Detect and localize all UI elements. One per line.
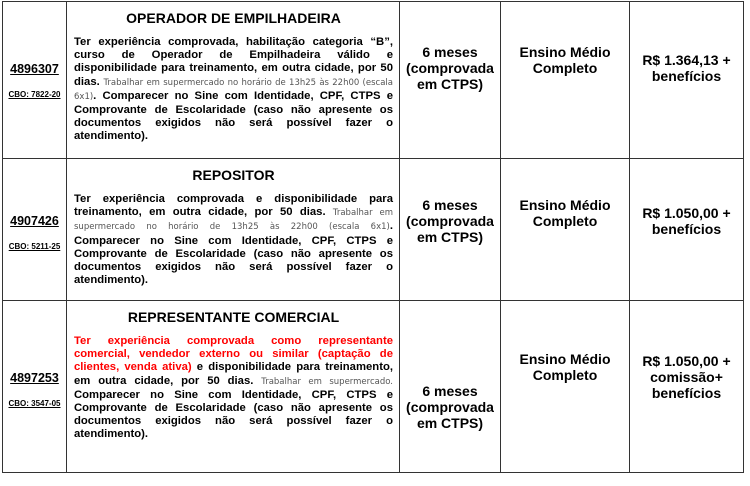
job-code: 4897253 [10,371,59,385]
job-title: REPOSITOR [192,167,275,183]
salary-cell [630,159,744,301]
job-requirements [74,335,393,442]
job-title: REPRESENTANTE COMERCIAL [127,309,340,325]
requirements-text: e disponibilidade para treinamento, em outra cidade, por 50 dias. [74,361,393,387]
cbo-code: CBO: 5211-25 [8,242,61,251]
job-row [3,159,744,301]
work-schedule-note: Trabalhar em supermercado no horário de 13h25 às 22h00 (escala 6x1) [74,77,393,102]
education-cell [501,159,630,301]
experience-duration-cell [400,159,501,301]
job-row [3,301,744,473]
requirements-instructions: . Comparecer no Sine com Identidade, CPF, CTPS e Comprovante de Escolaridade (caso não apresente os documentos exigidos não será possível fazer o atendimento). [74,220,393,287]
job-requirements [74,36,393,144]
jobs-table [2,1,744,473]
job-code-cell [3,301,67,473]
requirements-instructions: Comparecer no Sine com Identidade, CPF, CTPS e Comprovante de Escolaridade (caso não apresente os documentos exigidos não será possível fazer o atendimento). [74,388,393,441]
job-requirements [74,193,393,287]
education-cell [501,301,630,473]
experience-duration-cell [400,301,501,473]
salary-cell [630,301,744,473]
job-title: OPERADOR DE EMPILHADEIRA [126,10,341,26]
requirements-instructions: . Comparecer no Sine com Identidade, CPF, CTPS e Comprovante de Escolaridade (caso não apresente os documentos exigidos não será possível fazer o atendimento). [74,89,393,143]
requirements-text: Ter experiência comprovada, habilitação categoria “B”, curso de Operador de Empilhadeira válido e disponibilidade para treinamento, em outra cidade, por 50 dias. [74,36,393,88]
experience-requirement-highlight: Ter experiência comprovada como representante comercial, vendedor externo ou similar (captação de clientes, venda ativa) [74,335,393,374]
job-code: 4907426 [10,214,59,228]
experience-duration: 6 meses (comprovada em CTPS) [406,44,494,92]
experience-duration: 6 meses (comprovada em CTPS) [406,383,494,431]
job-code: 4896307 [10,61,59,76]
requirements-text: Ter experiência comprovada e disponibilidade para treinamento, em outra cidade, por 50 dias. [74,193,393,219]
cbo-code: CBO: 3547-05 [8,399,61,408]
education-cell [501,2,630,159]
experience-duration: 6 meses (comprovada em CTPS) [406,197,494,245]
education-level: Ensino Médio Completo [519,197,611,229]
salary: R$ 1.364,13 + benefícios [642,52,731,84]
work-schedule-note: Trabalhar em supermercado. [261,376,393,387]
cbo-code: CBO: 7822-20 [8,89,61,99]
job-row [3,2,744,159]
work-schedule-note: Trabalhar em supermercado no horário de 13h25 às 22h00 (escala 6x1) [74,208,393,233]
job-code-cell [3,2,67,159]
salary-cell [630,2,744,159]
salary: R$ 1.050,00 + comissão+ benefícios [642,353,731,401]
job-description-cell [67,159,400,301]
education-level: Ensino Médio Completo [519,44,611,76]
salary: R$ 1.050,00 + benefícios [642,205,731,237]
education-level: Ensino Médio Completo [519,351,611,383]
job-code-cell [3,159,67,301]
job-description-cell [67,301,400,473]
experience-duration-cell [400,2,501,159]
job-description-cell [67,2,400,159]
